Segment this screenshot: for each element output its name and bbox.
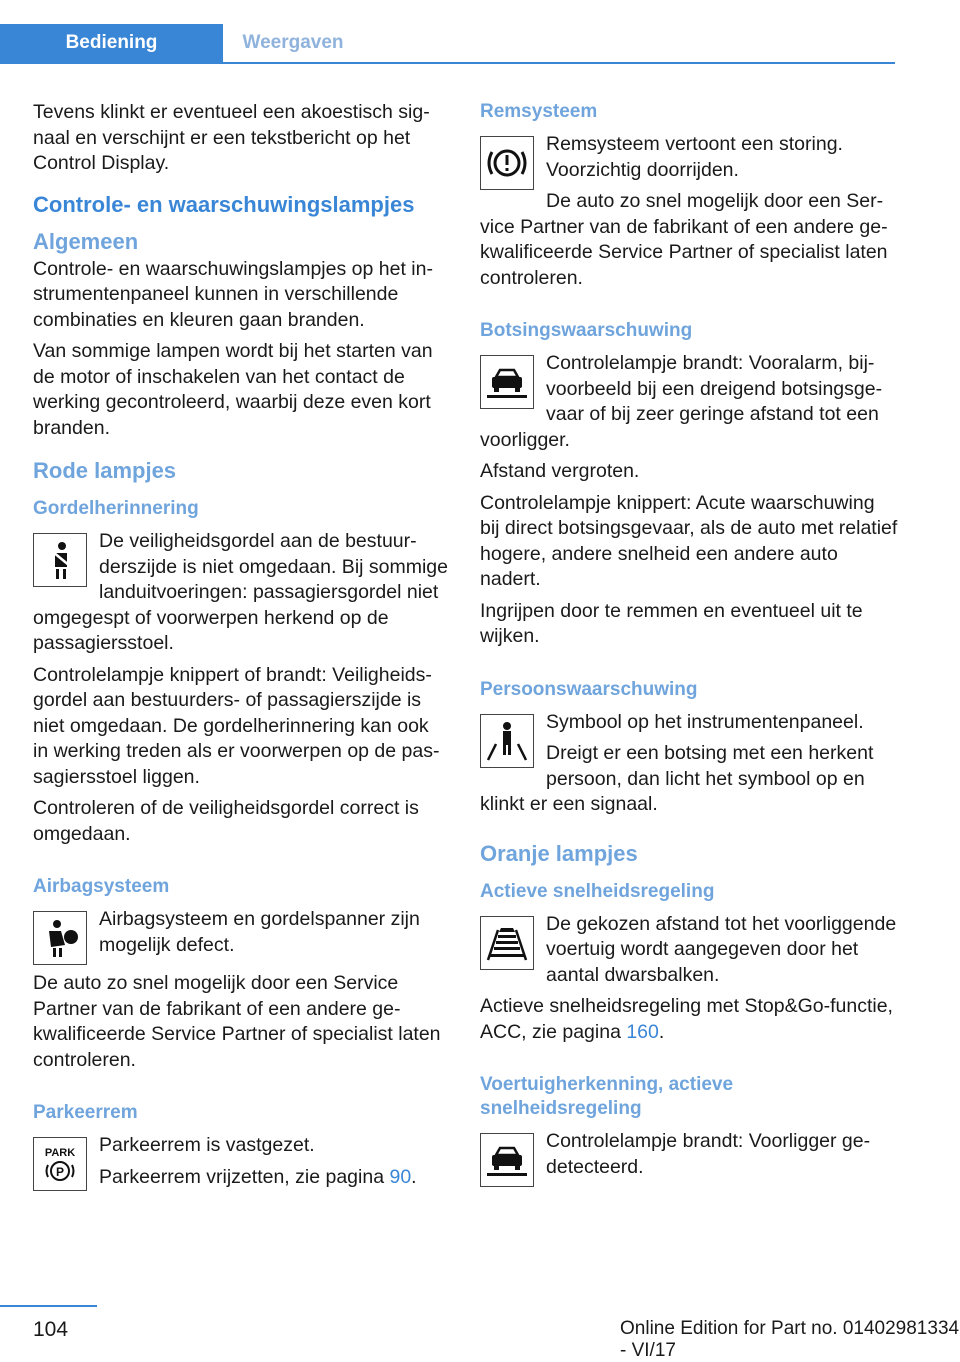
tab-bediening[interactable]: Bediening: [0, 24, 223, 62]
airbag-title: Airbagsysteem: [33, 876, 170, 897]
brake-paragraph-2: De auto zo snel mogelijk door een Service Partner van de fabrikant of een andere gekwalificeerde Service Partner of specialist laten controleren.: [480, 190, 888, 289]
car-front-icon: [480, 355, 534, 409]
acc-paragraph-2: Actieve snelheidsregeling met Stop&Go-functie, ACC, zie pagina 160.: [480, 995, 893, 1043]
edition-text: Online Edition for Part no. 01402981334 - VI/17: [620, 1318, 960, 1361]
airbag-paragraph-1: Airbagsysteem en gordelspanner zijn mogelijk defect.: [99, 908, 420, 956]
parking-brake-icon: [33, 1137, 87, 1191]
person-warning-title: Persoonswaarschuwing: [480, 678, 698, 700]
section-title: Controle- en waarschuwingslampjes: [33, 191, 415, 217]
acc-block: [480, 912, 898, 995]
tab-weergaven[interactable]: Weergaven: [242, 32, 344, 53]
parking-brake-paragraph-2: Parkeerrem vrijzetten, zie pagina 90.: [99, 1165, 417, 1188]
brake-warning-icon: [480, 136, 534, 190]
seatbelt-paragraph-3: Controleren of de veiligheidsgordel correct is omgedaan.: [33, 797, 419, 845]
person-warning-block: [480, 710, 898, 824]
svg-text:PARK: PARK: [44, 1147, 76, 1159]
pedestrian-icon: [480, 714, 534, 768]
general-paragraph-1: Controle- en waarschuwingslampjes op het instrumentenpaneel kunnen in verschillende combinaties en kleuren gaan branden.: [33, 257, 433, 331]
general-paragraph-2: Van sommige lampen wordt bij het starten van de motor of inschakelen van het contact de werking gecontroleerd, waarbij deze even kort branden.: [33, 340, 433, 439]
acc-title: Actieve snelheidsregeling: [480, 880, 715, 902]
page-link-160[interactable]: 160: [626, 1020, 659, 1043]
parking-brake-paragraph-1: Parkeerrem is vastgezet.: [99, 1134, 315, 1156]
parking-brake-block: [33, 1133, 448, 1197]
brake-system-title: Remsysteem: [480, 101, 598, 122]
vehicle-paragraph-1: Controlelampje brandt: Voorligger gedetecteerd.: [546, 1130, 871, 1178]
airbag-paragraph-2: De auto zo snel mogelijk door een Service Partner van de fabrikant of een andere gekwalificeerde Service Partner of specialist laten controleren.: [33, 972, 441, 1071]
collision-paragraph-3: Controlelampje knippert: Acute waarschuwing bij direct botsingsgevaar, als de auto met relatief hogere, andere snelheid een andere auto nadert.: [480, 491, 898, 590]
brake-system-block: [480, 132, 898, 297]
page-number: 104: [33, 1318, 69, 1341]
svg-text:P: P: [55, 1165, 65, 1179]
vehicle-detection-block: [480, 1129, 898, 1193]
collision-paragraph-2: Afstand vergroten.: [480, 460, 640, 482]
person-paragraph-2: Dreigt er een botsing met een herkent persoon, dan licht het symbool op en klinkt er een signaal.: [480, 742, 874, 815]
collision-warning-title: Botsingswaarschuwing: [480, 320, 693, 341]
seatbelt-title: Gordelherinnering: [33, 498, 199, 519]
collision-paragraph-4: Ingrijpen door te remmen en eventueel uit te wijken.: [480, 599, 863, 647]
airbag-block: [33, 907, 448, 971]
collision-warning-block: [480, 351, 898, 459]
seatbelt-icon: [33, 533, 87, 587]
footer-line: [0, 1305, 97, 1307]
distance-bars-icon: [480, 916, 534, 970]
seatbelt-paragraph-2: Controlelampje knippert of brandt: Veiligheidsgordel aan bestuurders- of passagierszijde is niet omgedaan. De gordelherinnering kan ook in werking treden als er voorwerpen op de passagiersstoel liggen.: [33, 663, 440, 788]
collision-paragraph-1: Controlelampje brandt: Vooralarm, bijvoorbeeld bij een dreigend botsingsgevaar of bij zeer geringe afstand tot een voorligger.: [480, 352, 883, 451]
person-paragraph-1: Symbool op het instrumentenpaneel.: [546, 710, 864, 733]
vehicle-detection-title: Voertuigherkenning, actieve snelheidsregeling: [480, 1074, 734, 1119]
seatbelt-block: [33, 529, 448, 663]
right-column: [480, 100, 898, 1193]
acc-paragraph-1: De gekozen afstand tot het voorliggende voertuig wordt aangegeven door het aantal dwarsbalken.: [546, 912, 897, 986]
page-link-90[interactable]: 90: [389, 1165, 412, 1188]
header-tabbar: [0, 24, 895, 64]
airbag-icon: [33, 911, 87, 965]
general-title: Algemeen: [33, 228, 139, 254]
orange-lamps-title: Oranje lampjes: [480, 840, 638, 866]
brake-paragraph-1: Remsysteem vertoont een storing. Voorzichtig doorrijden.: [546, 133, 843, 181]
parking-brake-title: Parkeerrem: [33, 1102, 138, 1123]
left-column: [33, 100, 448, 1197]
seatbelt-paragraph-1: De veiligheidsgordel aan de bestuurderszijde is niet omgedaan. Bij sommige landuitvoeringen: passagiersgordel niet omgegespt of voorwerpen herkend op de passagiersstoel.: [33, 530, 448, 654]
car-front-icon-2: [480, 1133, 534, 1187]
intro-paragraph: Tevens klinkt er eventueel een akoestisch signaal en verschijnt er een tekstbericht op het Control Display.: [33, 101, 430, 174]
red-lamps-title: Rode lampjes: [33, 458, 177, 483]
